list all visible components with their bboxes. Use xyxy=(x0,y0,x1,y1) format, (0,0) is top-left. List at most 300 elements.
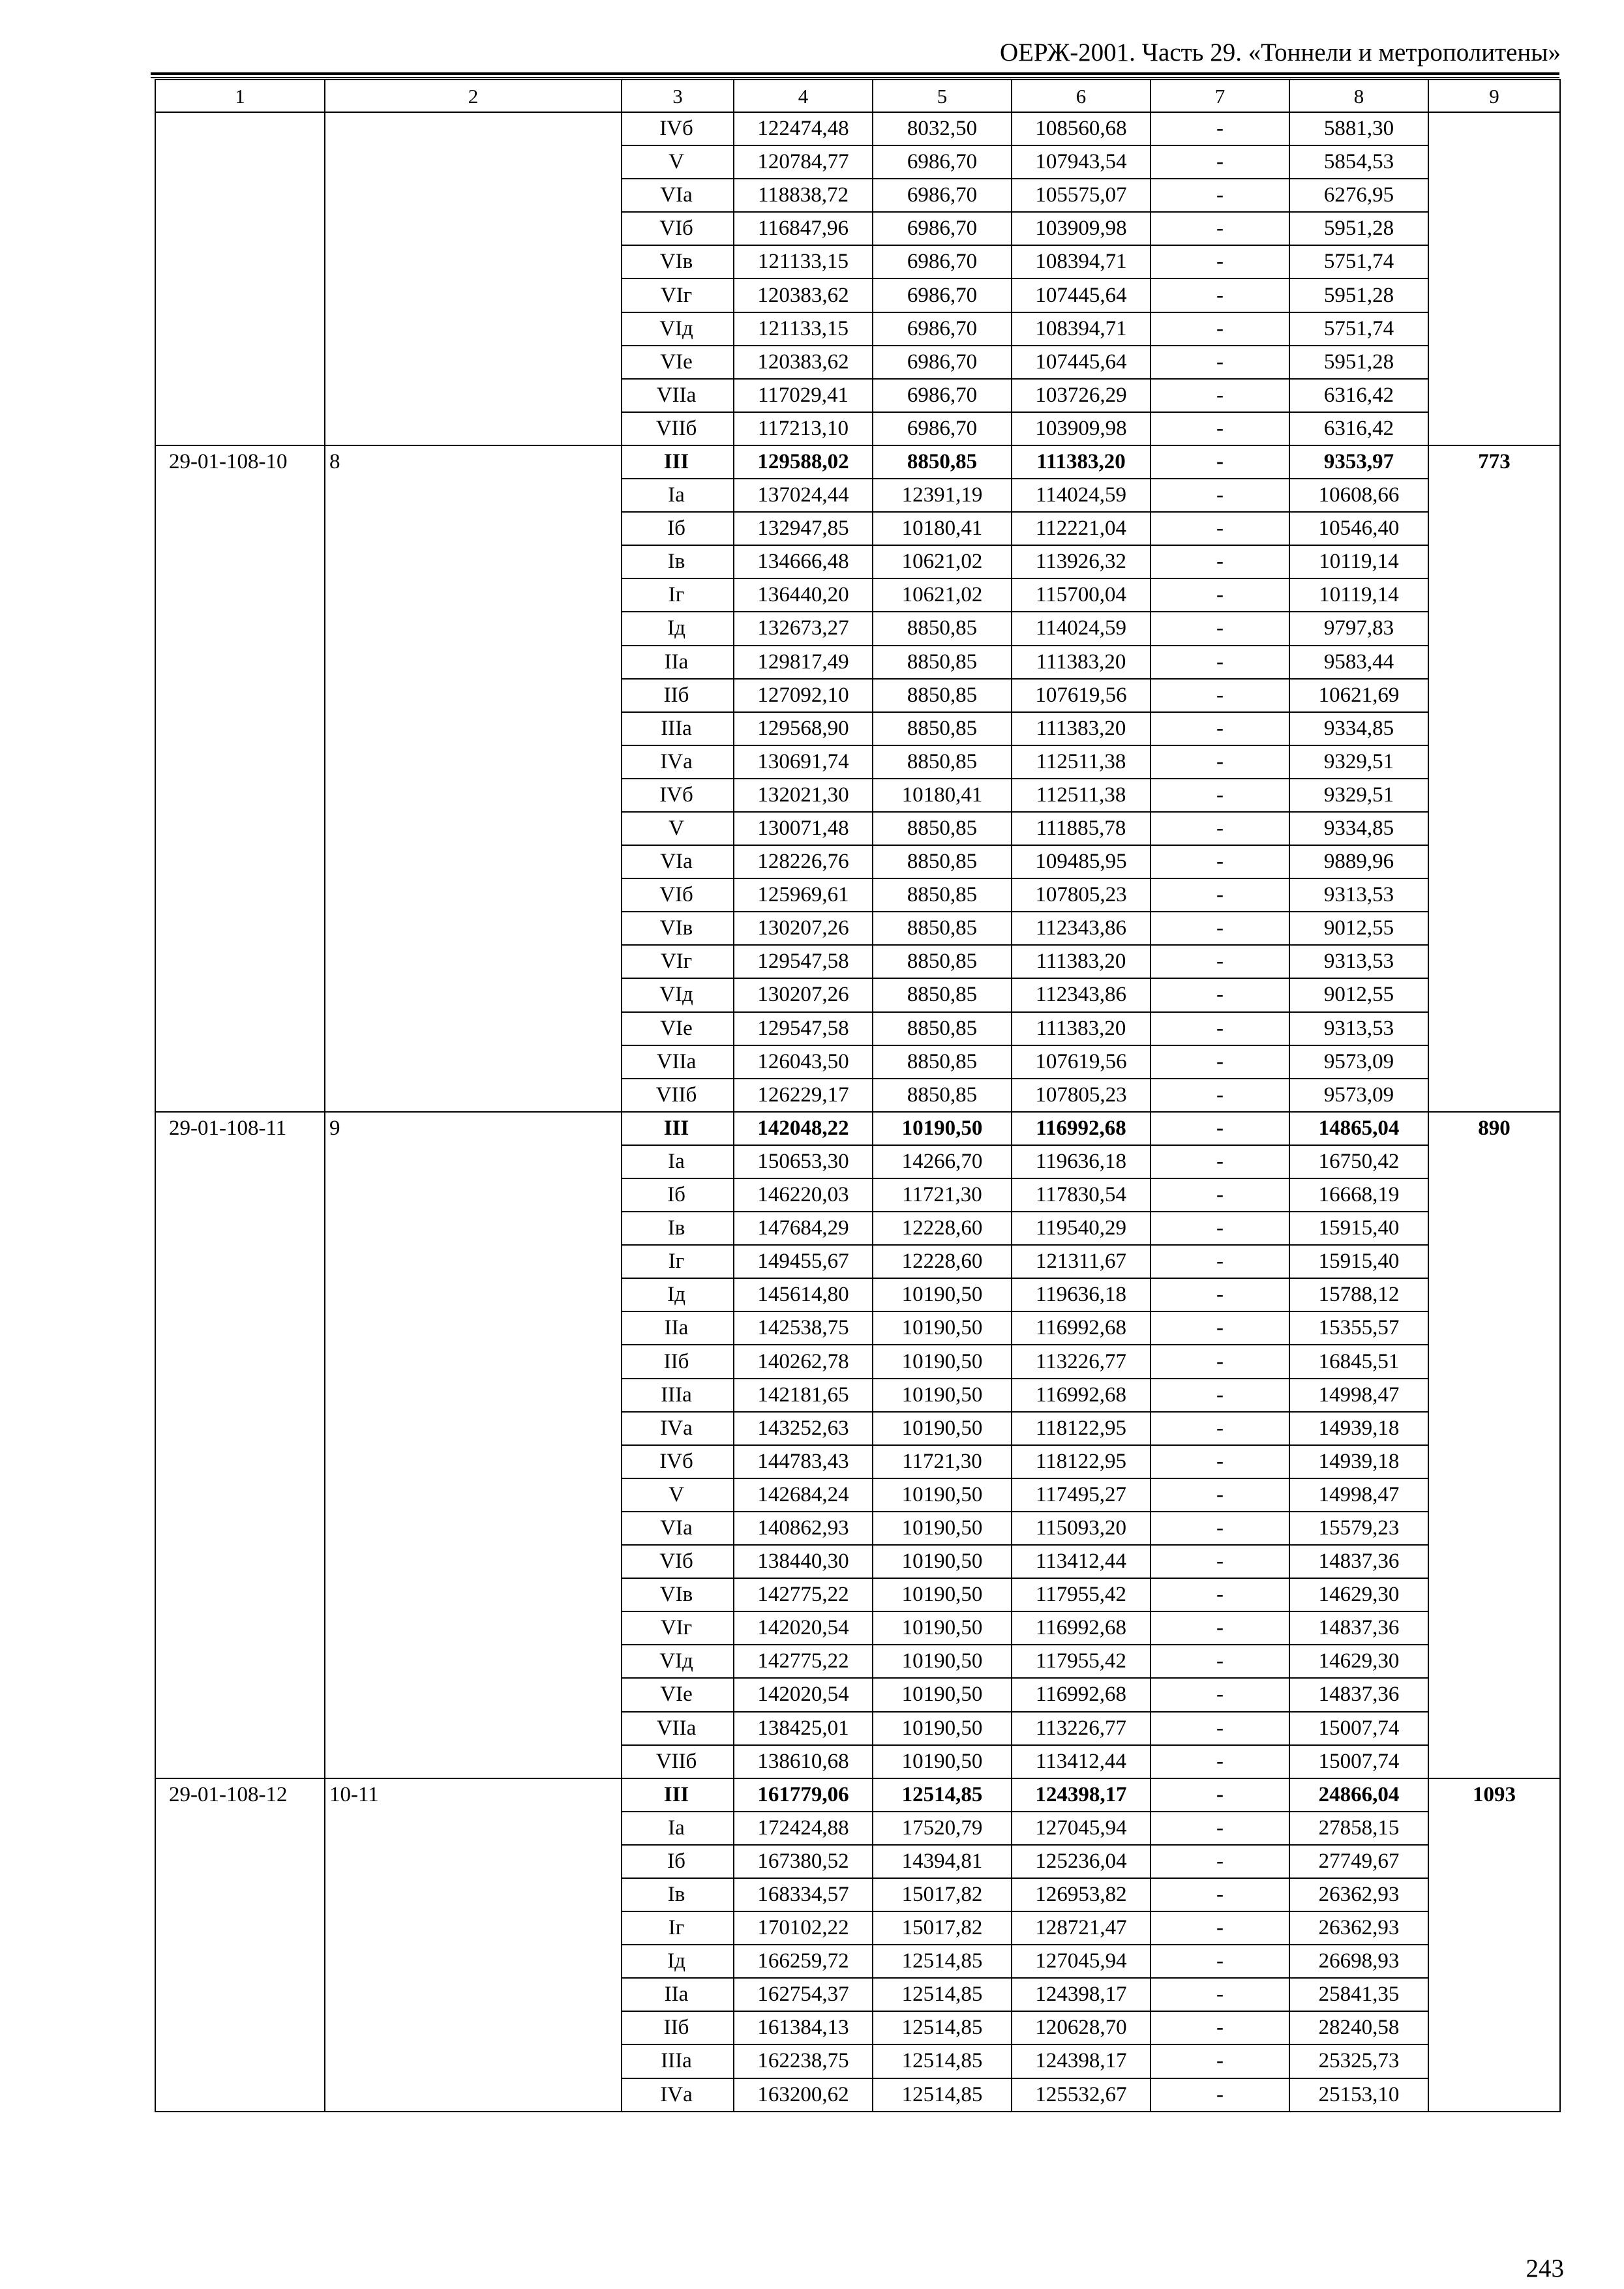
zone-cell: VIд xyxy=(622,978,734,1011)
value-cell: - xyxy=(1150,512,1289,545)
value-cell: 15007,74 xyxy=(1289,1745,1428,1778)
zone-cell: VIг xyxy=(622,278,734,312)
column-number-cell: 6 xyxy=(1012,80,1150,112)
value-cell: 6986,70 xyxy=(873,145,1012,179)
value-cell: - xyxy=(1150,1079,1289,1112)
value-cell: 10190,50 xyxy=(873,1712,1012,1745)
value-cell: 8032,50 xyxy=(873,112,1012,145)
value-cell: - xyxy=(1150,1978,1289,2011)
value-cell: 8850,85 xyxy=(873,945,1012,978)
value-cell: 10180,41 xyxy=(873,779,1012,812)
zone-cell: Iа xyxy=(622,1812,734,1845)
value-cell: 14939,18 xyxy=(1289,1445,1428,1478)
value-cell: 121133,15 xyxy=(734,312,873,346)
work-name-cell: 10-11 xyxy=(325,1778,622,2112)
value-cell: 8850,85 xyxy=(873,1012,1012,1045)
value-cell: 161384,13 xyxy=(734,2011,873,2044)
value-cell: - xyxy=(1150,945,1289,978)
zone-cell: VIIа xyxy=(622,379,734,412)
value-cell: 149455,67 xyxy=(734,1245,873,1278)
value-cell: 142020,54 xyxy=(734,1678,873,1711)
value-cell: 147684,29 xyxy=(734,1212,873,1245)
value-cell: 107805,23 xyxy=(1012,878,1150,912)
value-cell: 10190,50 xyxy=(873,1278,1012,1311)
value-cell: 8850,85 xyxy=(873,1045,1012,1079)
zone-cell: VIе xyxy=(622,346,734,379)
value-cell: 145614,80 xyxy=(734,1278,873,1311)
value-cell: 111383,20 xyxy=(1012,646,1150,679)
value-cell: 138440,30 xyxy=(734,1545,873,1578)
value-cell: 9797,83 xyxy=(1289,612,1428,645)
value-cell: 142775,22 xyxy=(734,1578,873,1611)
zone-cell: IVб xyxy=(622,779,734,812)
price-table xyxy=(155,79,1561,2112)
value-cell: - xyxy=(1150,845,1289,878)
zone-cell: VIIа xyxy=(622,1712,734,1745)
value-cell: 10190,50 xyxy=(873,1412,1012,1445)
value-cell: 10190,50 xyxy=(873,1345,1012,1378)
value-cell: 116992,68 xyxy=(1012,1112,1150,1145)
zone-cell: Iб xyxy=(622,1178,734,1212)
value-cell: 138610,68 xyxy=(734,1745,873,1778)
value-cell: 14266,70 xyxy=(873,1145,1012,1178)
value-cell: - xyxy=(1150,479,1289,512)
value-cell: - xyxy=(1150,1578,1289,1611)
value-cell: - xyxy=(1150,1045,1289,1079)
value-cell: 132947,85 xyxy=(734,512,873,545)
value-cell: 8850,85 xyxy=(873,679,1012,712)
value-cell: - xyxy=(1150,1311,1289,1345)
value-cell: 5951,28 xyxy=(1289,278,1428,312)
zone-cell: VIе xyxy=(622,1012,734,1045)
value-cell: 138425,01 xyxy=(734,1712,873,1745)
zone-cell: Iа xyxy=(622,479,734,512)
value-cell: - xyxy=(1150,912,1289,945)
value-cell: 8850,85 xyxy=(873,812,1012,845)
zone-cell: VIд xyxy=(622,1645,734,1678)
column-number-cell: 3 xyxy=(622,80,734,112)
value-cell: 107445,64 xyxy=(1012,346,1150,379)
value-cell: 8850,85 xyxy=(873,646,1012,679)
zone-cell: Iг xyxy=(622,1911,734,1945)
value-cell: 6986,70 xyxy=(873,278,1012,312)
value-cell: 9012,55 xyxy=(1289,912,1428,945)
value-cell: 162238,75 xyxy=(734,2044,873,2078)
value-cell: 15579,23 xyxy=(1289,1512,1428,1545)
value-cell: 114024,59 xyxy=(1012,479,1150,512)
zone-cell: VIв xyxy=(622,912,734,945)
value-cell: 116992,68 xyxy=(1012,1379,1150,1412)
value-cell: 130071,48 xyxy=(734,812,873,845)
value-cell: 9329,51 xyxy=(1289,745,1428,779)
value-cell: - xyxy=(1150,1012,1289,1045)
value-cell: 134666,48 xyxy=(734,545,873,578)
value-cell: 14998,47 xyxy=(1289,1478,1428,1512)
value-cell: 14837,36 xyxy=(1289,1611,1428,1645)
value-cell: 9573,09 xyxy=(1289,1045,1428,1079)
value-cell: 116992,68 xyxy=(1012,1311,1150,1345)
value-cell: 120628,70 xyxy=(1012,2011,1150,2044)
norm-code-cell: 29-01-108-12 xyxy=(155,1778,325,2112)
value-cell: 119636,18 xyxy=(1012,1145,1150,1178)
value-cell: 107619,56 xyxy=(1012,1045,1150,1079)
value-cell: 119636,18 xyxy=(1012,1278,1150,1311)
zone-cell: IIIа xyxy=(622,1379,734,1412)
table-row xyxy=(155,1112,1560,1145)
value-cell: 6986,70 xyxy=(873,212,1012,245)
value-cell: 11721,30 xyxy=(873,1178,1012,1212)
value-cell: 113226,77 xyxy=(1012,1712,1150,1745)
value-cell: 115700,04 xyxy=(1012,578,1150,612)
column-number-cell: 7 xyxy=(1150,80,1289,112)
value-cell: 9334,85 xyxy=(1289,812,1428,845)
value-cell: - xyxy=(1150,545,1289,578)
value-cell: 10190,50 xyxy=(873,1379,1012,1412)
value-cell: - xyxy=(1150,1545,1289,1578)
value-cell: 121311,67 xyxy=(1012,1245,1150,1278)
value-cell: 136440,20 xyxy=(734,578,873,612)
value-cell: 129817,49 xyxy=(734,646,873,679)
value-cell: 10190,50 xyxy=(873,1645,1012,1678)
value-cell: - xyxy=(1150,578,1289,612)
value-cell: - xyxy=(1150,145,1289,179)
value-cell: 10546,40 xyxy=(1289,512,1428,545)
zone-cell: Iв xyxy=(622,1212,734,1245)
value-cell: 111885,78 xyxy=(1012,812,1150,845)
value-cell: 113926,32 xyxy=(1012,545,1150,578)
value-cell: 125969,61 xyxy=(734,878,873,912)
zone-cell: VIб xyxy=(622,1545,734,1578)
value-cell: 170102,22 xyxy=(734,1911,873,1945)
zone-cell: Iб xyxy=(622,1845,734,1878)
value-cell: 17520,79 xyxy=(873,1812,1012,1845)
value-cell: 129547,58 xyxy=(734,945,873,978)
value-cell: 142775,22 xyxy=(734,1645,873,1678)
value-cell: 168334,57 xyxy=(734,1878,873,1911)
zone-cell: VIа xyxy=(622,1512,734,1545)
value-cell: - xyxy=(1150,1478,1289,1512)
zone-cell: VIв xyxy=(622,1578,734,1611)
value-cell: 16845,51 xyxy=(1289,1345,1428,1378)
zone-cell: IVа xyxy=(622,2078,734,2112)
value-cell: 28240,58 xyxy=(1289,2011,1428,2044)
value-cell: 6316,42 xyxy=(1289,379,1428,412)
zone-cell: IVа xyxy=(622,1412,734,1445)
value-cell: 111383,20 xyxy=(1012,945,1150,978)
value-cell: 127045,94 xyxy=(1012,1812,1150,1845)
value-cell: - xyxy=(1150,412,1289,445)
value-cell: 107805,23 xyxy=(1012,1079,1150,1112)
value-cell: 12514,85 xyxy=(873,1945,1012,1978)
value-cell: 116847,96 xyxy=(734,212,873,245)
value-cell: 128721,47 xyxy=(1012,1911,1150,1945)
zone-cell: VIIб xyxy=(622,412,734,445)
value-cell: 142684,24 xyxy=(734,1478,873,1512)
value-cell: - xyxy=(1150,245,1289,278)
zone-cell: IIIа xyxy=(622,2044,734,2078)
zone-cell: VIв xyxy=(622,245,734,278)
value-cell: 126953,82 xyxy=(1012,1878,1150,1911)
value-cell: 107445,64 xyxy=(1012,278,1150,312)
value-cell: 144783,43 xyxy=(734,1445,873,1478)
zone-cell: VIIб xyxy=(622,1745,734,1778)
value-cell: 6276,95 xyxy=(1289,179,1428,212)
header-rule-thin xyxy=(151,77,1559,78)
zone-cell: IIб xyxy=(622,1345,734,1378)
value-cell: - xyxy=(1150,1112,1289,1145)
value-cell: - xyxy=(1150,1611,1289,1645)
value-cell: 15788,12 xyxy=(1289,1278,1428,1311)
value-cell: 117495,27 xyxy=(1012,1478,1150,1512)
table-row xyxy=(155,112,1560,145)
value-cell: 12228,60 xyxy=(873,1245,1012,1278)
value-cell: - xyxy=(1150,1778,1289,1812)
value-cell: 107943,54 xyxy=(1012,145,1150,179)
value-cell: - xyxy=(1150,1145,1289,1178)
value-cell: 26362,93 xyxy=(1289,1878,1428,1911)
value-cell: 111383,20 xyxy=(1012,712,1150,745)
value-cell: 10190,50 xyxy=(873,1478,1012,1512)
value-cell: - xyxy=(1150,1645,1289,1678)
value-cell: 124398,17 xyxy=(1012,1778,1150,1812)
value-cell: 8850,85 xyxy=(873,745,1012,779)
value-cell: 12514,85 xyxy=(873,2078,1012,2112)
value-cell: 25153,10 xyxy=(1289,2078,1428,2112)
value-cell: 112511,38 xyxy=(1012,745,1150,779)
zone-cell: Iб xyxy=(622,512,734,545)
value-cell: 166259,72 xyxy=(734,1945,873,1978)
value-cell: - xyxy=(1150,1845,1289,1878)
value-cell: 129547,58 xyxy=(734,1012,873,1045)
value-cell: 25841,35 xyxy=(1289,1978,1428,2011)
value-cell: 16750,42 xyxy=(1289,1145,1428,1178)
value-cell: - xyxy=(1150,1678,1289,1711)
value-cell: 9573,09 xyxy=(1289,1079,1428,1112)
value-cell: 132673,27 xyxy=(734,612,873,645)
zone-cell: Iд xyxy=(622,1945,734,1978)
value-cell: - xyxy=(1150,212,1289,245)
zone-cell: VIIб xyxy=(622,1079,734,1112)
value-cell: 115093,20 xyxy=(1012,1512,1150,1545)
value-cell: 24866,04 xyxy=(1289,1778,1428,1812)
value-cell: 9353,97 xyxy=(1289,445,1428,479)
value-cell: 117955,42 xyxy=(1012,1578,1150,1611)
zone-cell: VIа xyxy=(622,179,734,212)
value-cell: 112343,86 xyxy=(1012,912,1150,945)
value-cell: 140862,93 xyxy=(734,1512,873,1545)
value-cell: 137024,44 xyxy=(734,479,873,512)
value-cell: - xyxy=(1150,1445,1289,1478)
value-cell: 140262,78 xyxy=(734,1345,873,1378)
value-cell: 9329,51 xyxy=(1289,779,1428,812)
value-cell: - xyxy=(1150,112,1289,145)
zone-cell: IIб xyxy=(622,2011,734,2044)
value-cell: 127092,10 xyxy=(734,679,873,712)
value-cell: 8850,85 xyxy=(873,712,1012,745)
zone-cell: Iг xyxy=(622,1245,734,1278)
value-cell: 10119,14 xyxy=(1289,545,1428,578)
value-cell: - xyxy=(1150,179,1289,212)
value-cell: 10621,02 xyxy=(873,578,1012,612)
labor-cost-cell: 890 xyxy=(1428,1112,1560,1778)
work-name-cell xyxy=(325,112,622,445)
labor-cost-cell xyxy=(1428,112,1560,445)
norm-code-cell: 29-01-108-10 xyxy=(155,445,325,1112)
header-rule-thick xyxy=(151,72,1559,75)
value-cell: 12514,85 xyxy=(873,2044,1012,2078)
value-cell: 121133,15 xyxy=(734,245,873,278)
column-number-cell: 1 xyxy=(155,80,325,112)
value-cell: 10190,50 xyxy=(873,1112,1012,1145)
value-cell: 26698,93 xyxy=(1289,1945,1428,1978)
zone-cell: VIб xyxy=(622,212,734,245)
value-cell: 5751,74 xyxy=(1289,245,1428,278)
value-cell: 8850,85 xyxy=(873,612,1012,645)
value-cell: 9012,55 xyxy=(1289,978,1428,1011)
value-cell: 16668,19 xyxy=(1289,1178,1428,1212)
value-cell: - xyxy=(1150,1245,1289,1278)
value-cell: 118122,95 xyxy=(1012,1445,1150,1478)
value-cell: 112511,38 xyxy=(1012,779,1150,812)
value-cell: 129588,02 xyxy=(734,445,873,479)
value-cell: 122474,48 xyxy=(734,112,873,145)
norm-code-cell xyxy=(155,112,325,445)
value-cell: 12228,60 xyxy=(873,1212,1012,1245)
value-cell: 127045,94 xyxy=(1012,1945,1150,1978)
value-cell: - xyxy=(1150,1911,1289,1945)
value-cell: - xyxy=(1150,312,1289,346)
value-cell: 113226,77 xyxy=(1012,1345,1150,1378)
zone-cell: IIа xyxy=(622,1978,734,2011)
value-cell: 12514,85 xyxy=(873,1778,1012,1812)
value-cell: 130207,26 xyxy=(734,978,873,1011)
value-cell: 111383,20 xyxy=(1012,1012,1150,1045)
value-cell: 12514,85 xyxy=(873,2011,1012,2044)
work-name-cell: 8 xyxy=(325,445,622,1112)
value-cell: - xyxy=(1150,745,1289,779)
value-cell: 10190,50 xyxy=(873,1578,1012,1611)
column-number-cell: 4 xyxy=(734,80,873,112)
value-cell: 114024,59 xyxy=(1012,612,1150,645)
zone-cell: IVб xyxy=(622,112,734,145)
value-cell: 126229,17 xyxy=(734,1079,873,1112)
value-cell: 103909,98 xyxy=(1012,212,1150,245)
table-row xyxy=(155,1778,1560,1812)
value-cell: 8850,85 xyxy=(873,1079,1012,1112)
value-cell: 172424,88 xyxy=(734,1812,873,1845)
value-cell: 167380,52 xyxy=(734,1845,873,1878)
zone-cell: Iв xyxy=(622,1878,734,1911)
value-cell: 14998,47 xyxy=(1289,1379,1428,1412)
value-cell: 6986,70 xyxy=(873,179,1012,212)
zone-cell: VIг xyxy=(622,945,734,978)
value-cell: 9313,53 xyxy=(1289,945,1428,978)
value-cell: 103909,98 xyxy=(1012,412,1150,445)
value-cell: - xyxy=(1150,278,1289,312)
value-cell: - xyxy=(1150,2078,1289,2112)
value-cell: 118838,72 xyxy=(734,179,873,212)
zone-cell: VIIа xyxy=(622,1045,734,1079)
value-cell: 163200,62 xyxy=(734,2078,873,2112)
zone-cell: IVа xyxy=(622,745,734,779)
value-cell: 10180,41 xyxy=(873,512,1012,545)
value-cell: 8850,85 xyxy=(873,845,1012,878)
value-cell: 10621,02 xyxy=(873,545,1012,578)
value-cell: - xyxy=(1150,1178,1289,1212)
zone-cell: IIб xyxy=(622,679,734,712)
value-cell: 8850,85 xyxy=(873,978,1012,1011)
value-cell: 120784,77 xyxy=(734,145,873,179)
value-cell: 8850,85 xyxy=(873,912,1012,945)
value-cell: 108560,68 xyxy=(1012,112,1150,145)
column-number-cell: 2 xyxy=(325,80,622,112)
value-cell: 103726,29 xyxy=(1012,379,1150,412)
value-cell: 130207,26 xyxy=(734,912,873,945)
value-cell: - xyxy=(1150,445,1289,479)
zone-cell: III xyxy=(622,445,734,479)
value-cell: - xyxy=(1150,1278,1289,1311)
value-cell: 117830,54 xyxy=(1012,1178,1150,1212)
value-cell: 8850,85 xyxy=(873,445,1012,479)
value-cell: 27858,15 xyxy=(1289,1812,1428,1845)
value-cell: - xyxy=(1150,346,1289,379)
value-cell: 117955,42 xyxy=(1012,1645,1150,1678)
value-cell: 15355,57 xyxy=(1289,1311,1428,1345)
value-cell: 112343,86 xyxy=(1012,978,1150,1011)
value-cell: 5951,28 xyxy=(1289,212,1428,245)
value-cell: - xyxy=(1150,1412,1289,1445)
value-cell: 8850,85 xyxy=(873,878,1012,912)
value-cell: - xyxy=(1150,1379,1289,1412)
value-cell: 120383,62 xyxy=(734,346,873,379)
value-cell: 15017,82 xyxy=(873,1878,1012,1911)
value-cell: 116992,68 xyxy=(1012,1611,1150,1645)
zone-cell: Iа xyxy=(622,1145,734,1178)
value-cell: - xyxy=(1150,878,1289,912)
value-cell: 150653,30 xyxy=(734,1145,873,1178)
value-cell: 105575,07 xyxy=(1012,179,1150,212)
value-cell: 5881,30 xyxy=(1289,112,1428,145)
value-cell: 142181,65 xyxy=(734,1379,873,1412)
value-cell: 6986,70 xyxy=(873,379,1012,412)
value-cell: 9334,85 xyxy=(1289,712,1428,745)
value-cell: 12514,85 xyxy=(873,1978,1012,2011)
value-cell: 11721,30 xyxy=(873,1445,1012,1478)
value-cell: 111383,20 xyxy=(1012,445,1150,479)
value-cell: 14837,36 xyxy=(1289,1678,1428,1711)
value-cell: - xyxy=(1150,2044,1289,2078)
value-cell: - xyxy=(1150,1812,1289,1845)
value-cell: 10190,50 xyxy=(873,1311,1012,1345)
value-cell: - xyxy=(1150,812,1289,845)
value-cell: 112221,04 xyxy=(1012,512,1150,545)
value-cell: 6316,42 xyxy=(1289,412,1428,445)
value-cell: 15007,74 xyxy=(1289,1712,1428,1745)
value-cell: 10621,69 xyxy=(1289,679,1428,712)
value-cell: - xyxy=(1150,1345,1289,1378)
value-cell: 14837,36 xyxy=(1289,1545,1428,1578)
value-cell: 26362,93 xyxy=(1289,1911,1428,1945)
zone-cell: V xyxy=(622,1478,734,1512)
value-cell: 130691,74 xyxy=(734,745,873,779)
value-cell: 9313,53 xyxy=(1289,878,1428,912)
zone-cell: III xyxy=(622,1778,734,1812)
value-cell: 12391,19 xyxy=(873,479,1012,512)
value-cell: - xyxy=(1150,379,1289,412)
value-cell: 128226,76 xyxy=(734,845,873,878)
value-cell: 107619,56 xyxy=(1012,679,1150,712)
value-cell: 15915,40 xyxy=(1289,1212,1428,1245)
